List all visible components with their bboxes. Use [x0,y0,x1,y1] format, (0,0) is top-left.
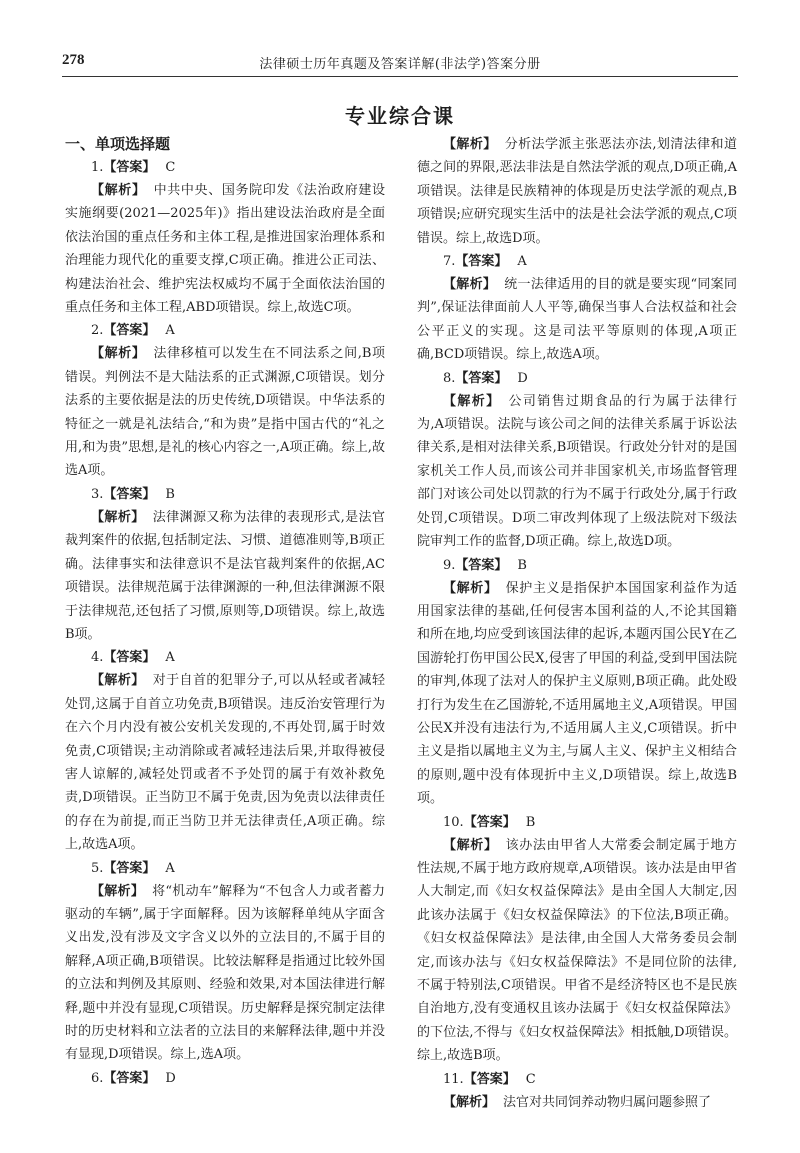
question-item [417,1068,737,1114]
question-item [417,250,737,367]
answer-label: 【答案】 [103,650,156,666]
answer-value: A [165,323,175,339]
analysis-paragraph [65,669,385,856]
analysis-text: 统一法律适用的目的就是要实现“同案同判”,保证法律面前人人平等,确保当事人合法权益和社会公平正义的实现。这是司法平等原则的体现,A项正确,BCD项错误。综上,故选A项。 [417,277,737,363]
analysis-text: 保护主义是指保护本国国家利益作为适用国家法律的基础,任何侵害本国利益的人,不论其国籍和所在地,均应受到该国法律的起诉,本题丙国公民Y在乙国游轮打伤甲国公民X,侵害了甲国的利益,受到甲国法院的审判,体现了法对人的保护主义原则,B项正确。此处殴打行为发生在乙国游轮,不适用属地主义,A项错误。甲国公民X并没有违法行为,不适用属人主义,C项错误。折中主义是指以属地主义为主,与属人主义、保护主义相结合的原则,题中没有体现折中主义,D项错误。综上,故选B项。 [417,580,737,807]
answer-label: 【答案】 [103,1070,156,1086]
question-number: 7. [443,254,456,270]
answer-value: B [525,814,536,830]
question-item [65,483,385,646]
question-item [65,646,385,856]
answer-line [417,367,737,390]
analysis-paragraph [417,133,737,250]
analysis-text: 将“机动车”解释为“不包含人力或者蓄力驱动的车辆”,属于字面解释。因为该解释单纯从字面含义出发,没有涉及文字含义以外的立法目的,不属于目的解释,A项正确,B项错误。比较法解释是指通过比较外国的立法和判例及其原则、经验和效果,对本国法律进行解释,题中并没有显现,C项错误。历史解释是探究制定法律时的历史材料和立法者的立法目的来解释法律,题中并没有显现,D项错误。综上,选A项。 [65,883,385,1063]
analysis-label: 【解析】 [443,137,497,152]
analysis-paragraph [65,179,385,319]
question-number: 11. [443,1071,464,1087]
answer-line [417,1068,737,1091]
analysis-paragraph [65,342,385,482]
question-item [65,319,385,482]
answer-value: B [517,557,527,573]
answer-line [65,1067,385,1090]
answer-line [65,156,385,179]
question-number: 4. [91,650,104,666]
analysis-paragraph [417,390,737,554]
answer-line [417,554,737,577]
analysis-paragraph [417,1091,737,1114]
analysis-label: 【解析】 [443,580,498,596]
answer-value: B [165,486,175,502]
analysis-label: 【解析】 [443,837,498,853]
analysis-text: 法律渊源又称为法律的表现形式,是法官裁判案件的依据,包括制定法、习惯、道德准则等,B项正确。法律事实和法律意识不是法官裁判案件的依据,AC项错误。法律规范属于法律渊源的一种,但法律渊源不限于法律规范,还包括了习惯,原则等,D项错误。综上,故选B项。 [65,509,385,642]
analysis-paragraph [417,834,737,1068]
question-number: 3. [91,486,104,502]
question-list [65,133,737,1133]
answer-value: C [525,1071,536,1087]
analysis-label: 【解析】 [443,393,501,409]
part-heading: 一、单项选择题 [65,135,171,153]
running-title: 法律硕士历年真题及答案详解(非法学)答案分册 [259,57,541,72]
answer-label: 【答案】 [455,254,508,270]
analysis-label: 【解析】 [91,883,145,899]
answer-columns [65,133,737,1133]
analysis-paragraph [417,273,737,367]
answer-line [417,811,737,834]
analysis-label: 【解析】 [91,509,145,525]
analysis-paragraph [65,880,385,1067]
question-number: 2. [91,323,104,339]
analysis-text: 该办法由甲省人大常委会制定属于地方性法规,不属于地方政府规章,A项错误。该办法是由甲省人大制定,而《妇女权益保障法》是由全国人大制定,因此该办法属于《妇女权益保障法》的下位法,B项正确。《妇女权益保障法》是法律,由全国人大常务委员会制定,而该办法与《妇女权益保障法》不是同位阶的法律,不属于特别法,C项错误。甲省不是经济特区也不是民族自治地方,没有变通权且该办法属于《妇女权益保障法》的下位法,不得与《妇女权益保障法》相抵触,D项错误。综上,故选B项。 [417,837,737,1064]
answer-line [65,483,385,506]
answer-line [65,646,385,669]
analysis-label: 【解析】 [91,183,146,198]
analysis-label: 【解析】 [443,1094,496,1110]
question-number: 5. [91,860,104,876]
analysis-text: 法律移植可以发生在不同法系之间,B项错误。判例法不是大陆法系的正式渊源,C项错误。划分法系的主要依据是法的历史传统,D项错误。中华法系的特征之一就是礼法结合,“和为贵”是指中国古代的“礼之用,和为贵”思想,是礼的核心内容之一,A项正确。综上,故选A项。 [65,346,385,479]
answer-label: 【答案】 [463,1071,516,1087]
answer-line [65,857,385,880]
question-number: 8. [443,370,456,386]
analysis-text: 对于自首的犯罪分子,可以从轻或者减轻处罚,这属于自首立功免责,B项错误。违反治安管理行为在六个月内没有被公安机关发现的,不再处罚,属于时效免责,C项错误;主动消除或者减轻违法后果,并取得被侵害人谅解的,减轻处罚或者不予处罚的属于有效补救免责,D项错误。正当防卫不属于免责,因为免责以法律责任的存在为前提,而正当防卫并无法律责任,A项正确。综上,故选A项。 [65,673,385,853]
answer-label: 【答案】 [463,814,516,830]
answer-label: 【答案】 [103,486,156,502]
answer-line [417,250,737,273]
question-number: 10. [443,814,464,830]
analysis-label: 【解析】 [443,277,497,293]
analysis-paragraph [417,577,737,811]
answer-value: C [165,160,176,175]
question-item [417,811,737,1068]
answer-value: A [517,254,527,270]
analysis-text: 分析法学派主张恶法亦法,划清法律和道德之间的界限,恶法非法是自然法学派的观点,D项正确,A项错误。法律是民族精神的体现是历史法学派的观点,B项错误;应研究现实生活中的法是社会法学派的观点,C项错误。综上,故选D项。 [417,137,737,246]
answer-label: 【答案】 [103,160,156,175]
analysis-text: 公司销售过期食品的行为属于法律行为,A项错误。法院与该公司之间的法律关系属于诉讼法律关系,是相对法律关系,B项错误。行政处分针对的是国家机关工作人员,而该公司并非国家机关,市场监督管理部门对该公司处以罚款的行为不属于行政处分,属于行政处罚,C项错误。D项二审改判体现了上级法院对下级法院审判工作的监督,D项正确。综上,故选D项。 [417,393,737,550]
question-item [417,367,737,554]
page-header [62,50,738,77]
analysis-text: 中共中央、国务院印发《法治政府建设实施纲要(2021—2025年)》指出建设法治政府是全面依法治国的重点任务和主体工程,是推进国家治理体系和治理能力现代化的重要支撑,C项正确。推进公正司法、构建法治社会、维护宪法权威均不属于全面依法治国的重点任务和主体工程,ABD项错误。综上,故选C项。 [65,183,385,316]
answer-value: D [517,370,528,386]
analysis-text: 法官对共同饲养动物归属问题参照了 [503,1094,712,1110]
analysis-paragraph [65,506,385,646]
answer-value: A [165,860,175,876]
answer-label: 【答案】 [455,370,508,386]
answer-label: 【答案】 [103,323,156,339]
question-item [65,156,385,319]
analysis-label: 【解析】 [91,346,146,362]
section-title: 专业综合课 [345,104,455,128]
answer-label: 【答案】 [103,860,156,876]
answer-label: 【答案】 [455,557,508,573]
answer-line [65,319,385,342]
page-number: 278 [62,52,85,68]
question-number: 1. [91,160,104,175]
question-item [417,554,737,811]
question-item [65,857,385,1067]
analysis-label: 【解析】 [91,673,145,689]
answer-value: D [165,1070,176,1086]
question-number: 6. [91,1070,104,1086]
question-number: 9. [443,557,456,573]
answer-value: A [165,650,175,666]
